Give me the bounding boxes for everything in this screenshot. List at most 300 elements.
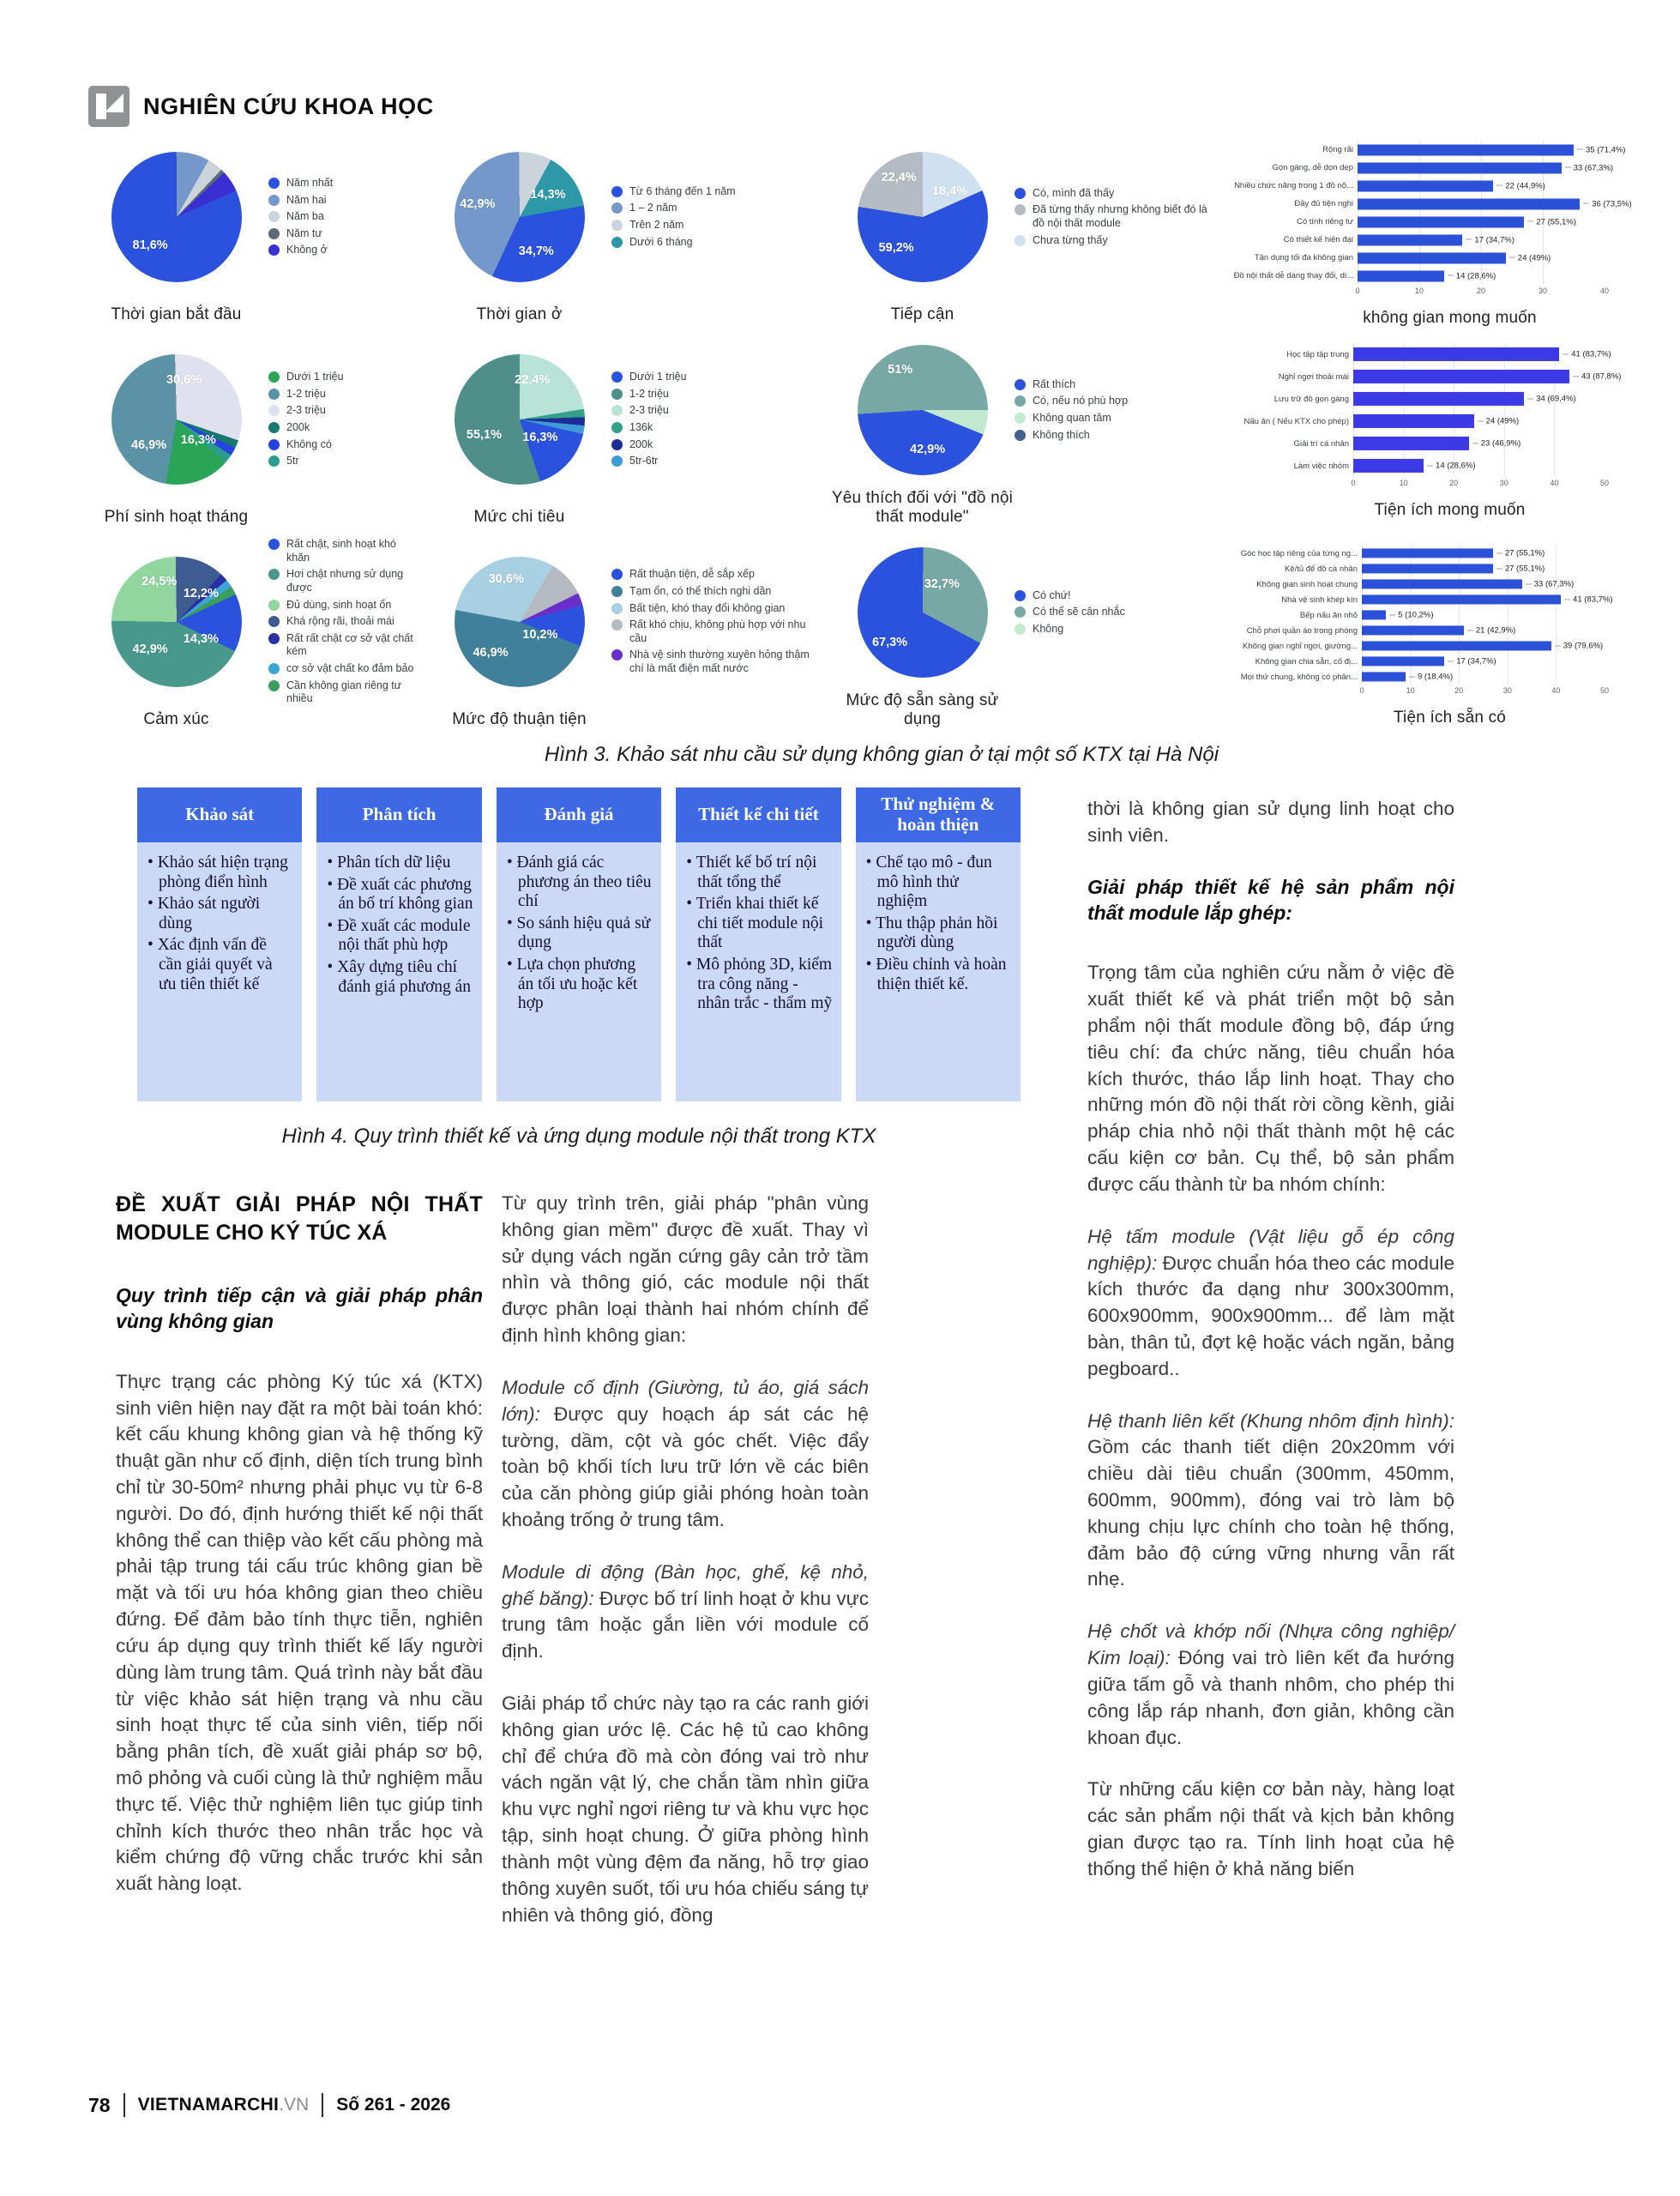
pie-panel	[427, 129, 830, 331]
legend-label: Bất tiện, khó thay đổi không gian	[629, 601, 786, 614]
bar-value-label: 41 (83,7%)	[1563, 350, 1611, 359]
legend-item	[268, 615, 422, 629]
legend-item	[611, 455, 825, 468]
chart-thoi-gian-bat-dau	[84, 129, 427, 331]
pie-percent-label: 32,7%	[924, 576, 960, 591]
bar-value-label: 5 (10,2%)	[1389, 611, 1433, 620]
pie-percent-label: 22,4%	[515, 373, 551, 388]
bar-value-label: 23 (46,9%)	[1472, 439, 1520, 449]
legend-label: Không	[1033, 622, 1064, 635]
pie-percent-label: 42,9%	[132, 642, 168, 656]
bar-track	[1358, 231, 1605, 249]
figure4-caption: Hình 4. Quy trình thiết kế và ứng dụng module nội thất trong KTX	[281, 1125, 876, 1148]
legend-swatch	[611, 569, 623, 580]
legend-swatch	[1015, 379, 1026, 390]
bar-track	[1353, 410, 1605, 432]
axis-tick: 30	[1538, 287, 1548, 295]
legend-swatch	[268, 680, 280, 691]
legend-item	[1015, 203, 1219, 230]
chart-title: Thời gian bắt đầu	[111, 305, 242, 323]
paragraph-lead: Module cố định (Giường, tủ áo, giá sách lớn):	[502, 1376, 869, 1425]
pie-panel	[427, 534, 830, 736]
bar-category-label: Tận dụng tối đa không gian	[1254, 253, 1353, 262]
legend-swatch	[1015, 606, 1026, 618]
legend-swatch	[268, 405, 280, 416]
axis-tick: 10	[1406, 686, 1415, 695]
bar-value-label: 21 (42,9%)	[1467, 626, 1515, 636]
bar-track	[1362, 561, 1605, 576]
bar-fill	[1362, 672, 1406, 681]
pie-percent-label: 59,2%	[878, 241, 914, 256]
chart-title: Yêu thích đối với "đồ nội thất module"	[831, 489, 1014, 526]
process-step	[497, 787, 661, 1101]
bar-track	[1358, 213, 1605, 231]
legend-item	[611, 602, 825, 616]
legend-item	[268, 244, 422, 257]
bar-category-label: Góc học tập riêng của từng ng...	[1240, 548, 1358, 558]
bar-track	[1358, 177, 1605, 195]
legend-item	[1015, 234, 1219, 248]
pie-percent-label: 81,6%	[132, 238, 168, 253]
bar-value-label: 24 (49%)	[1478, 417, 1520, 426]
legend-label: Năm nhất	[286, 176, 334, 189]
process-step	[676, 787, 840, 1101]
chart-muc-chi-tieu	[427, 331, 830, 534]
footer-divider	[322, 2093, 323, 2117]
pie-percent-label: 30,6%	[488, 571, 524, 586]
legend-label: Không thích	[1033, 428, 1090, 441]
bar-row	[1225, 654, 1675, 669]
legend-item	[1015, 589, 1219, 603]
bar-track	[1362, 576, 1605, 592]
legend-swatch	[268, 195, 280, 206]
legend-label: Rất chật, sinh hoạt khó khăn	[286, 538, 396, 564]
process-step	[137, 787, 302, 1101]
legend-swatch	[1015, 413, 1026, 424]
bar-value-label: 24 (49%)	[1509, 253, 1551, 262]
legend-item	[1015, 623, 1219, 636]
legend-label: Rất thích	[1033, 377, 1076, 390]
legend-swatch	[1015, 395, 1026, 407]
bar-track	[1362, 546, 1605, 561]
legend-label: cơ sở vật chất ko đảm bảo	[286, 662, 414, 675]
bar-fill	[1362, 564, 1493, 573]
legend-tiep-can	[1015, 184, 1225, 251]
legend-label: Có, nếu nó phù hợp	[1033, 395, 1129, 407]
bar-category-label: Mọi thứ chung, không có phân...	[1240, 672, 1358, 682]
pie-phi-sinh-hoat-thang	[111, 354, 242, 485]
bar-row	[1225, 592, 1675, 607]
pie-panel	[84, 129, 427, 331]
bar-value-label: 17 (34,7%)	[1466, 235, 1514, 244]
legend-label: Rất rất chật cơ sở vật chất kém	[286, 631, 413, 658]
bar-track	[1362, 623, 1605, 638]
legend-swatch	[611, 389, 623, 400]
legend-swatch	[268, 616, 280, 627]
bar-value-label: 14 (28,6%)	[1427, 462, 1475, 471]
x-axis	[1359, 685, 1610, 698]
bar-row	[1225, 195, 1675, 213]
step-title: Thiết kế chi tiết	[676, 787, 840, 842]
article-paragraph: Module cố định (Giường, tủ áo, giá sách lớn): Được quy hoạch áp sát các hệ tường, dầm, cột và góc chết. Việc đẩy toàn bộ khối tích lưu trữ lớn về các biên của căn phòng giúp giải phóng hoàn toàn khoảng trống ở trung tâm.	[502, 1376, 869, 1530]
article-paragraph: Hệ thanh liên kết (Khung nhôm định hình): Gồm các thanh tiết diện 20x20mm với chiều dài tiêu chuẩn (300mm, 450mm, 600mm, 900mm), đóng vai trò làm bộ khung chịu lực chính cho toàn hệ thống, đảm bảo độ cứng vững nhưng vẫn rất nhẹ.	[1087, 1409, 1454, 1590]
article-paragraph: Hệ tấm module (Vật liệu gỗ ép công nghiệp): Được chuẩn hóa theo các module kích thước đa dạng như 300x300mm, 600x900mm, 900x900mm... để làm mặt bàn, thân tủ, đợt kệ hoặc vách ngăn, bảng pegboard..	[1087, 1225, 1454, 1379]
issue-number: Số 261 - 2026	[336, 2095, 451, 2115]
bar-track	[1353, 432, 1605, 455]
legend-label: 5tr	[286, 455, 299, 468]
article-column-middle	[502, 1191, 869, 1954]
pie-percent-label: 30,6%	[166, 373, 202, 388]
section-title: NGHIÊN CỨU KHOA HỌC	[143, 93, 434, 119]
bar-value-label: 33 (67,3%)	[1565, 163, 1613, 172]
step-bullet: • Chế tạo mô - đun mô hình thử nghiệm	[865, 854, 992, 911]
legend-swatch	[268, 455, 280, 467]
bar-row	[1225, 455, 1675, 477]
legend-label: Có chứ!	[1033, 588, 1071, 601]
legend-item	[1015, 606, 1219, 619]
legend-label: Dưới 1 triệu	[629, 371, 687, 383]
bar-category-label: Không gian nghỉ ngơi, giường...	[1243, 641, 1358, 651]
process-steps	[137, 787, 1021, 1101]
bar-fill	[1362, 610, 1386, 619]
bar-track	[1362, 592, 1613, 607]
pie-percent-label: 51%	[888, 362, 913, 377]
chart-tien-ich-mong-muon	[1225, 331, 1675, 534]
process-step	[316, 787, 481, 1101]
bar-fill	[1358, 144, 1574, 155]
legend-item	[611, 202, 825, 215]
legend-item	[268, 599, 422, 612]
pie-percent-label: 16,3%	[180, 433, 216, 448]
bar-fill	[1353, 414, 1474, 428]
bar-track	[1358, 267, 1605, 285]
pie-percent-label: 55,1%	[466, 428, 503, 443]
legend-label: Rất khó chịu, không phù hợp với nhu cầu	[629, 618, 806, 644]
bar-value-label: 17 (34,7%)	[1448, 657, 1496, 667]
bar-category-label: Giải trí cá nhân	[1293, 438, 1349, 449]
legend-label: Có, mình đã thấy	[1033, 186, 1115, 199]
step-items	[137, 842, 302, 1101]
legend-label: Dưới 1 triệu	[286, 371, 344, 383]
brand-suffix: .VN	[279, 2095, 310, 2115]
legend-phi-sinh-hoat-thang	[268, 367, 427, 472]
pie-percent-label: 22,4%	[881, 171, 917, 185]
article-subheading: Giải pháp thiết kế hệ sản phẩm nội thất module lắp ghép:	[1087, 875, 1454, 924]
legend-label: 136k	[629, 421, 653, 433]
x-axis	[1355, 285, 1610, 299]
paragraph-lead: Hệ chốt và khớp nối (Nhựa công nghiệp/ Kim loại):	[1087, 1620, 1454, 1669]
bar-value-label: 27 (55,1%)	[1527, 217, 1575, 226]
legend-swatch	[268, 389, 280, 400]
bar-row	[1225, 561, 1675, 576]
legend-label: Rất thuận tiện, dễ sắp xếp	[629, 568, 755, 581]
pie-panel	[830, 534, 1225, 736]
pie-area	[427, 354, 611, 485]
legend-item	[1015, 395, 1219, 408]
bar-category-label: Không gian sinh hoạt chung	[1256, 579, 1358, 589]
chart-tiep-can	[830, 129, 1225, 331]
legend-item	[611, 421, 825, 435]
chart-title: Mức độ sẵn sàng sử dụng	[846, 691, 999, 728]
legend-label: Tạm ổn, có thể thích nghi dần	[629, 584, 772, 597]
article-heading: ĐỀ XUẤT GIẢI PHÁP NỘI THẤT MODULE CHO KÝ TÚC XÁ	[116, 1192, 483, 1245]
step-items	[497, 842, 661, 1101]
journal-logo-icon	[88, 86, 129, 127]
legend-swatch	[268, 663, 280, 674]
article-paragraph: Hệ chốt và khớp nối (Nhựa công nghiệp/ Kim loại): Đóng vai trò liên kết đa hướng giữa tấm gỗ và thanh nhôm, cho phép thi công lắp ráp nhanh, đơn giản, không cần khoan đục.	[1087, 1620, 1454, 1748]
paragraph-lead: Hệ thanh liên kết (Khung nhôm định hình):	[1087, 1409, 1454, 1432]
legend-label: 2-3 triệu	[629, 404, 669, 417]
article-column-right	[1087, 796, 1454, 1909]
legend-item	[268, 194, 422, 208]
bar-fill	[1358, 270, 1444, 281]
legend-swatch	[268, 211, 280, 222]
chart-thoi-gian-o	[427, 129, 830, 331]
bar-row	[1225, 231, 1675, 249]
legend-swatch	[1015, 188, 1026, 199]
bar-row	[1225, 410, 1675, 432]
bar-row	[1225, 213, 1675, 231]
legend-swatch	[268, 600, 280, 611]
footer-divider	[123, 2093, 125, 2117]
bar-row	[1225, 159, 1675, 177]
axis-tick: 50	[1599, 686, 1610, 695]
legend-swatch	[1015, 235, 1026, 246]
bar-category-label: Nhiều chức năng trong 1 đồ nộ...	[1234, 181, 1353, 190]
pie-panel	[830, 129, 1225, 331]
legend-item	[611, 568, 825, 582]
legend-swatch	[268, 244, 280, 256]
legend-label: Khá rộng rãi, thoải mái	[286, 615, 394, 628]
pie-percent-label: 10,2%	[522, 628, 558, 643]
figure4-process-diagram	[137, 787, 1021, 1149]
pie-muc-do-san-sang	[858, 547, 988, 678]
axis-tick: 0	[1351, 479, 1356, 487]
bar-chart-tien-ich-san-co	[1225, 534, 1675, 736]
legend-swatch	[611, 405, 623, 416]
bar-value-label: 41 (83,7%)	[1564, 595, 1612, 605]
bar-category-label: Kệ/tủ để đồ cá nhân	[1284, 564, 1358, 574]
bar-value-label: 22 (44,9%)	[1496, 181, 1545, 190]
legend-label: Không có	[286, 437, 332, 450]
axis-tick: 0	[1359, 686, 1364, 695]
bar-fill	[1362, 656, 1444, 666]
legend-label: Năm ba	[286, 210, 324, 223]
chart-row-1	[84, 129, 1675, 331]
pie-percent-label: 34,7%	[518, 244, 554, 258]
pie-yeu-thich-module	[858, 345, 988, 475]
process-step	[856, 787, 1021, 1101]
legend-swatch	[611, 237, 623, 248]
step-bullet: • Đánh giá các phương án theo tiêu chí	[506, 854, 652, 911]
bar-value-label: 35 (71,4%)	[1577, 145, 1625, 154]
legend-item	[268, 177, 422, 190]
legend-item	[611, 219, 825, 232]
pie-percent-label: 12,2%	[183, 586, 219, 600]
step-title: Khảo sát	[137, 787, 302, 842]
bar-fill	[1362, 594, 1561, 604]
legend-item	[611, 585, 825, 599]
bar-fill	[1358, 198, 1580, 209]
bar-track	[1358, 195, 1632, 213]
legend-item	[268, 388, 422, 401]
legend-item	[611, 618, 825, 645]
legend-swatch	[611, 603, 623, 614]
legend-label: Đủ dùng, sinh hoạt ổn	[286, 598, 392, 611]
chart-yeu-thich-module	[830, 331, 1225, 534]
legend-swatch	[268, 178, 280, 189]
bar-row	[1225, 388, 1675, 410]
bar-category-label: Lưu trữ đồ gọn gàng	[1274, 394, 1349, 404]
legend-item	[268, 438, 422, 452]
step-bullet: • Xây dựng tiêu chí đánh giá phương án	[327, 958, 472, 996]
bar-track	[1353, 388, 1605, 410]
bar-fill	[1353, 459, 1424, 473]
legend-label: Không ở	[286, 244, 328, 256]
bar-track	[1362, 669, 1605, 685]
step-bullet: • Điều chỉnh và hoàn thiện thiết kế.	[865, 956, 1007, 993]
bar-track	[1362, 638, 1605, 654]
legend-swatch	[611, 202, 623, 214]
bar-track	[1358, 159, 1614, 177]
legend-item	[1015, 378, 1219, 392]
pie-percent-label: 16,3%	[522, 431, 558, 445]
legend-label: Dưới 6 tháng	[629, 235, 693, 248]
legend-swatch	[268, 569, 280, 580]
legend-item	[611, 404, 825, 418]
article-paragraph: Giải pháp tổ chức này tạo ra các ranh giới không gian ước lệ. Các hệ tủ cao không chỉ để chứa đồ mà còn đóng vai trò như vách ngăn vật lý, che chắn tầm nhìn giữa khu vực nghỉ ngơi riêng tư và khu vực học tập, sinh hoạt chung. Ở giữa phòng hình thành một vùng đệm đa năng, hỗ trợ giao thông xuyên suốt, tối ưu hóa chiếu sáng tự nhiên và thông gió, đồng	[502, 1692, 869, 1926]
chart-row-3	[84, 534, 1675, 736]
legend-swatch	[1015, 624, 1026, 635]
bar-value-label: 39 (79,6%)	[1555, 642, 1603, 651]
chart-tien-ich-san-co	[1225, 534, 1675, 736]
axis-tick: 10	[1414, 287, 1424, 295]
pie-area	[830, 345, 1015, 475]
legend-item	[611, 236, 825, 250]
bar-category-label: Rộng rãi	[1322, 145, 1353, 154]
step-bullet: • Xác định vấn đề cần giải quyết và ưu tiên thiết kế	[148, 936, 273, 993]
legend-muc-chi-tieu	[611, 367, 830, 472]
step-items	[856, 842, 1021, 1101]
legend-item	[611, 388, 825, 401]
legend-item	[1015, 429, 1219, 443]
step-bullet: • Đề xuất các module nội thất phù hợp	[327, 916, 471, 955]
bar-value-label: 27 (55,1%)	[1496, 549, 1545, 558]
chart-row-2	[84, 331, 1675, 534]
legend-label: 1-2 triệu	[629, 387, 669, 400]
step-bullet: • Phân tích dữ liệu	[327, 854, 451, 872]
legend-label: Chưa từng thấy	[1033, 233, 1108, 246]
legend-label: 5tr-6tr	[629, 455, 659, 468]
figure3-caption: Hình 3. Khảo sát nhu cầu sử dụng không gian ở tại một số KTX tại Hà Nội	[544, 743, 1219, 766]
legend-swatch	[611, 619, 623, 630]
chart-title: Phí sinh hoạt tháng	[104, 508, 249, 526]
bar-value-label: 43 (87,8%)	[1573, 372, 1621, 382]
pie-area	[84, 557, 268, 687]
legend-item	[268, 679, 422, 706]
legend-item	[268, 632, 422, 659]
axis-tick: 30	[1499, 479, 1508, 487]
bar-track	[1353, 365, 1622, 388]
legend-label: Nhà vệ sinh thường xuyên hỏng thậm chí là mất điện mất nước	[629, 649, 810, 675]
pie-muc-chi-tieu	[455, 354, 585, 485]
axis-tick: 30	[1502, 686, 1512, 695]
step-bullet: • Thiết kế bố trí nội thất tổng thể	[686, 854, 817, 891]
axis-tick: 40	[1551, 686, 1561, 695]
legend-label: Đã từng thấy nhưng không biết đó là đồ nội thất module	[1033, 203, 1207, 229]
bar-value-label: 33 (67,3%)	[1526, 580, 1574, 589]
pie-cam-xuc	[111, 557, 242, 687]
chart-cam-xuc	[84, 534, 427, 736]
legend-item	[1015, 187, 1219, 201]
legend-item	[268, 227, 422, 241]
article-paragraph: thời là không gian sử dụng linh hoạt cho sinh viên.	[1087, 798, 1454, 846]
axis-tick: 10	[1399, 479, 1408, 487]
chart-muc-do-san-sang	[830, 534, 1225, 736]
legend-swatch	[268, 539, 280, 550]
bar-row	[1225, 365, 1675, 388]
legend-item	[268, 455, 422, 468]
legend-item	[268, 210, 422, 224]
bar-fill	[1358, 162, 1562, 173]
bar-fill	[1353, 392, 1524, 406]
legend-item	[268, 568, 422, 594]
bar-category-label: Đầy đủ tiện nghi	[1294, 199, 1353, 208]
step-title: Thử nghiệm & hoàn thiện	[856, 787, 1021, 842]
bar-fill	[1358, 252, 1506, 263]
chart-phi-sinh-hoat-thang	[84, 331, 427, 534]
legend-item	[268, 538, 422, 564]
step-title: Đánh giá	[497, 787, 661, 842]
legend-swatch	[268, 633, 280, 644]
legend-muc-do-san-sang	[1015, 586, 1225, 640]
pie-percent-label: 46,9%	[131, 438, 167, 453]
bar-row	[1225, 141, 1675, 159]
bar-row	[1225, 623, 1675, 638]
legend-label: 200k	[286, 421, 310, 433]
bar-fill	[1353, 370, 1569, 383]
paragraph-lead: Module di động (Bàn học, ghế, kệ nhỏ, ghế băng):	[502, 1560, 869, 1609]
legend-label: Từ 6 tháng đến 1 năm	[629, 184, 736, 197]
step-bullet: • Khảo sát người dùng	[148, 895, 261, 932]
chart-title: Thời gian ở	[476, 305, 563, 323]
brand-main: VIETNAMARCHI	[137, 2095, 280, 2115]
article-paragraph: Từ quy trình trên, giải pháp "phân vùng không gian mềm" được đề xuất. Thay vì sử dụng vách ngăn cứng gây cản trở tầm nhìn và thông gió, các module nội thất được phân loại thành hai nhóm chính để định hình không gian:	[502, 1192, 869, 1347]
bar-category-label: Chỗ phơi quần áo trong phòng	[1246, 625, 1358, 636]
bar-row	[1225, 343, 1675, 365]
bar-row	[1225, 669, 1675, 685]
step-bullet: • Khảo sát hiện trạng phòng điển hình	[148, 854, 288, 891]
legend-swatch	[611, 220, 623, 231]
chart-title: Mức độ thuận tiện	[452, 710, 587, 728]
legend-label: Năm tư	[286, 226, 322, 239]
chart-title: Tiện ích mong muốn	[1374, 501, 1526, 519]
bar-fill	[1362, 625, 1464, 635]
legend-cam-xuc	[268, 534, 427, 709]
bar-chart-tien-ich-mong-muon	[1225, 331, 1675, 534]
pie-percent-label: 18,4%	[931, 184, 967, 198]
pie-area	[830, 152, 1015, 282]
bar-track	[1353, 343, 1611, 365]
axis-tick: 20	[1476, 287, 1486, 295]
axis-tick: 20	[1454, 686, 1464, 695]
bar-fill	[1358, 234, 1462, 245]
legend-swatch	[611, 455, 623, 467]
step-items	[316, 842, 481, 1101]
bar-track	[1353, 455, 1605, 477]
legend-item	[611, 185, 825, 199]
axis-tick: 40	[1550, 479, 1559, 487]
